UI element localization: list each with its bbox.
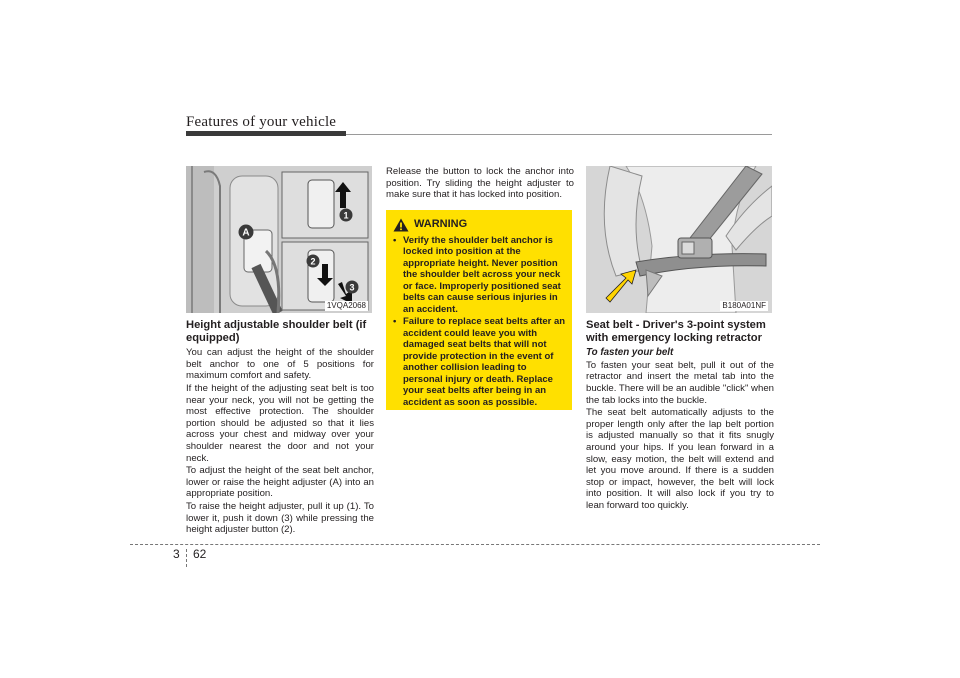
figure-code: 1VQA2068 — [326, 301, 366, 310]
svg-text:3: 3 — [349, 282, 355, 293]
body-paragraph: The seat belt automatically adjusts to the proper length only after the lap belt portion is adjusted manually so that it fits snugly around your hips. If you lean forward in a slow, easy motion, the belt will extend and let you move around. If there is a sudden stop or impact, however, the belt will lock into position. It will also lock if you try to lean forward too quickly. — [586, 407, 774, 511]
seat-belt-figure — [586, 166, 772, 313]
subheading-fasten-belt: To fasten your belt — [586, 347, 674, 359]
section-heading-height-adjuster: Height adjustable shoulder belt (if equipped) — [186, 319, 367, 344]
warning-header — [393, 218, 566, 232]
warning-title: WARNING — [414, 217, 468, 230]
callout-3 — [345, 280, 359, 294]
figure-code: B180A01NF — [722, 301, 766, 310]
warning-item: • Failure to replace seat belts after an accident could leave you with damaged seat belts that will not provide protection in the event of another collision leading to personal injury or death. Replace your seat belts after being in an accident as soon as possible. — [393, 316, 566, 408]
footer-section-number: 3 — [173, 547, 180, 561]
height-adjuster-figure — [186, 166, 372, 313]
header-rule-accent — [186, 131, 346, 136]
callout-2 — [306, 254, 320, 268]
body-paragraph: You can adjust the height of the shoulder belt anchor to one of 5 positions for maximum comfort and safety. — [186, 347, 374, 382]
page-header-title: Features of your vehicle — [186, 114, 337, 130]
left-column — [186, 166, 374, 537]
body-paragraph: To raise the height adjuster, pull it up (1). To lower it, push it down (3) while pressing the height adjuster button (2). — [186, 500, 374, 536]
callout-1 — [339, 208, 353, 222]
body-paragraph: To adjust the height of the seat belt anchor, lower or raise the height adjuster (A) into an appropriate position. — [186, 465, 374, 500]
warning-item: • Verify the shoulder belt anchor is locked into position at the appropriate height. Never position the shoulder belt across your neck or face. Improperly positioned seat belts can cause serious injuries in an accident. — [393, 235, 566, 316]
svg-text:A: A — [242, 227, 250, 239]
body-paragraph: To fasten your seat belt, pull it out of the retractor and insert the metal tab into the buckle. There will be an audible "click" when the tab locks into the buckle. — [586, 359, 774, 406]
right-column — [586, 166, 774, 513]
warning-triangle-icon — [393, 218, 409, 232]
footer-rule — [130, 544, 820, 545]
warning-list — [393, 235, 566, 409]
body-paragraph: If the height of the adjusting seat belt is too near your neck, you will not be getting the most effective protection. The shoulder portion should be adjusted so that it lies across your chest and midway over your shoulder nearest the door and not your neck. — [186, 382, 374, 464]
seat-belt-illustration — [586, 166, 772, 313]
footer-page-number: 62 — [193, 547, 207, 561]
middle-column — [386, 166, 574, 410]
svg-text:2: 2 — [310, 256, 316, 267]
callout-a — [238, 224, 254, 240]
section-heading-seat-belt: Seat belt - Driver's 3-point system with emergency locking retractor — [586, 319, 766, 344]
svg-text:1: 1 — [343, 210, 349, 221]
warning-box — [386, 210, 572, 410]
footer-divider — [186, 549, 187, 567]
body-paragraph: Release the button to lock the anchor into position. Try sliding the height adjuster to make sure that it has locked into position. — [386, 166, 574, 201]
